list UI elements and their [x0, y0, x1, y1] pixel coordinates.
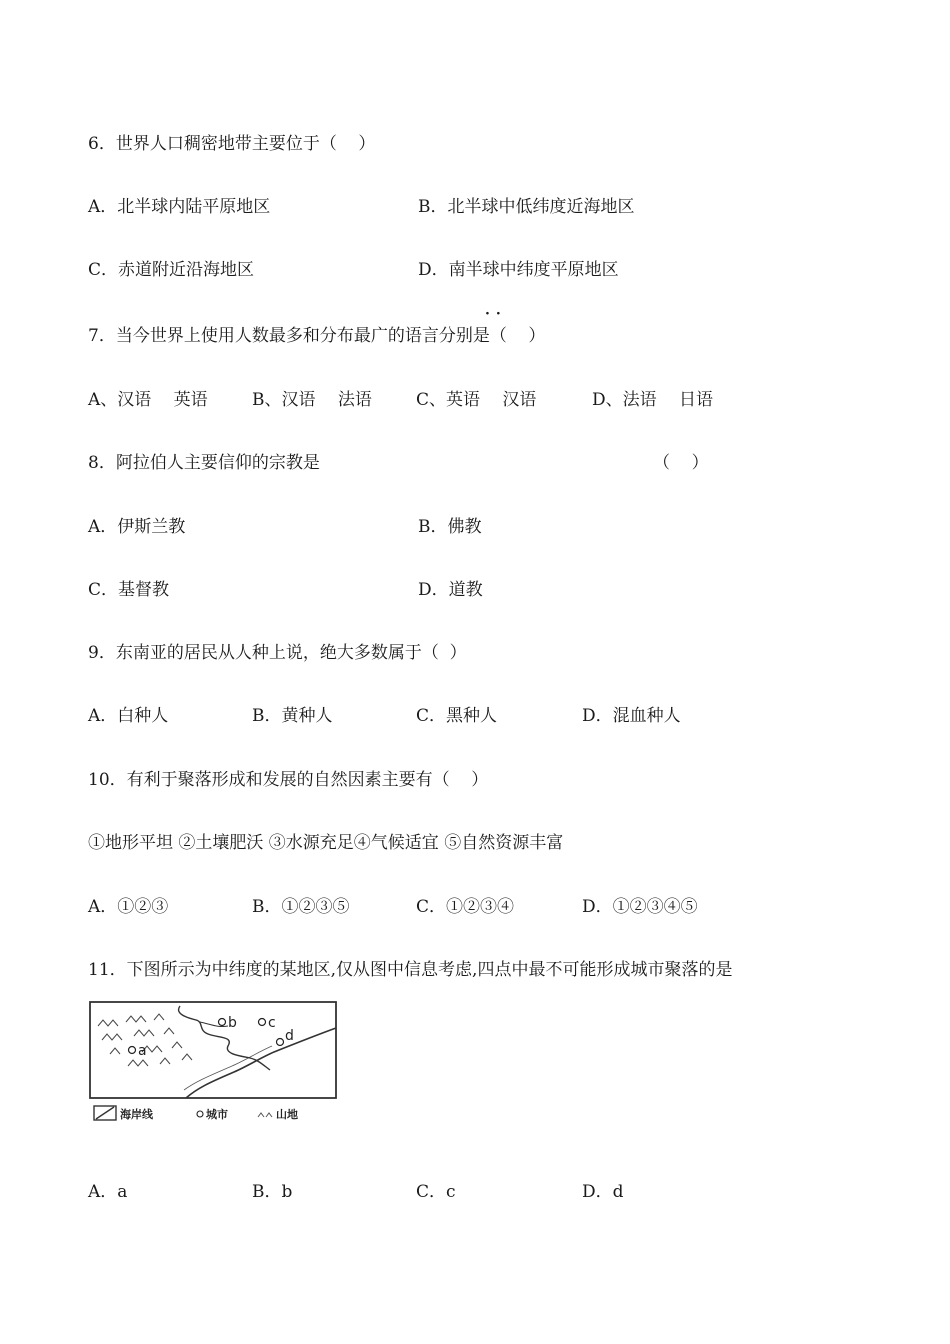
q8-option-c: C．基督教 — [88, 580, 170, 600]
q9-option-c: C．黑种人 — [416, 706, 498, 726]
question-7-stem: 7．当今世界上使用人数最多和分布最广的语言分别是（ ） — [88, 326, 546, 346]
settlement-map-figure — [88, 1000, 348, 1134]
question-8-stem: 8．阿拉伯人主要信仰的宗教是 — [88, 453, 320, 473]
q10-option-c: C．①②③④ — [416, 897, 515, 917]
q11-option-a: A．a — [88, 1182, 128, 1202]
city-point-b — [219, 1019, 226, 1026]
point-label-c: c — [268, 1015, 276, 1031]
q6-option-c: C．赤道附近沿海地区 — [88, 260, 255, 280]
q8-option-d: D．道教 — [418, 580, 483, 600]
question-9-stem: 9．东南亚的居民从人种上说，绝大多数属于（ ） — [88, 643, 467, 663]
legend-mountain-label: 山地 — [276, 1108, 298, 1121]
q10-factor-list: ①地形平坦 ②土壤肥沃 ③水源充足④气候适宜 ⑤自然资源丰富 — [88, 833, 564, 853]
map-frame — [90, 1002, 336, 1098]
q9-option-b: B．黄种人 — [252, 706, 333, 726]
q11-option-b: B．b — [252, 1182, 293, 1202]
q7-option-d: D、法语 日语 — [592, 390, 714, 410]
question-6-stem: 6．世界人口稠密地带主要位于（ ） — [88, 134, 376, 154]
question-10-stem: 10．有利于聚落形成和发展的自然因素主要有（ ） — [88, 770, 489, 790]
q7-option-b: B、汉语 法语 — [252, 390, 372, 410]
city-point-d — [277, 1039, 284, 1046]
point-label-a: a — [138, 1043, 147, 1059]
city-point-a — [129, 1047, 136, 1054]
q9-option-d: D．混血种人 — [582, 706, 681, 726]
q8-answer-blank: （ ） — [653, 453, 709, 473]
legend-coastline-label: 海岸线 — [120, 1108, 153, 1121]
legend-city-label: 城市 — [206, 1108, 228, 1121]
settlement-map — [88, 1000, 348, 1130]
q10-option-d: D．①②③④⑤ — [582, 897, 698, 917]
q6-option-a: A．北半球内陆平原地区 — [88, 197, 271, 217]
question-11-stem: 11．下图所示为中纬度的某地区,仅从图中信息考虑,四点中最不可能形成城市聚落的是 — [88, 960, 733, 980]
q10-option-b: B．①②③⑤ — [252, 897, 350, 917]
point-label-d: d — [285, 1028, 294, 1044]
q8-option-b: B．佛教 — [418, 517, 482, 537]
q7-option-a: A、汉语 英语 — [88, 390, 208, 410]
legend-mountain-icon — [258, 1113, 272, 1117]
q6-option-b: B．北半球中低纬度近海地区 — [418, 197, 635, 217]
legend-city-icon — [197, 1111, 203, 1117]
q10-option-a: A．①②③ — [88, 897, 169, 917]
city-point-c — [259, 1019, 266, 1026]
q6-option-d: D．南半球中纬度平原地区 — [418, 260, 619, 280]
river-line — [179, 1006, 270, 1070]
q8-option-a: A．伊斯兰教 — [88, 517, 186, 537]
q11-option-d: D．d — [582, 1182, 624, 1202]
emphasis-dots: ·· — [485, 306, 507, 322]
point-label-b: b — [228, 1015, 237, 1031]
coastline-inner-line — [184, 1046, 272, 1090]
q7-option-c: C、英语 汉语 — [416, 390, 537, 410]
q11-option-c: C．c — [416, 1182, 456, 1202]
q9-option-a: A．白种人 — [88, 706, 169, 726]
